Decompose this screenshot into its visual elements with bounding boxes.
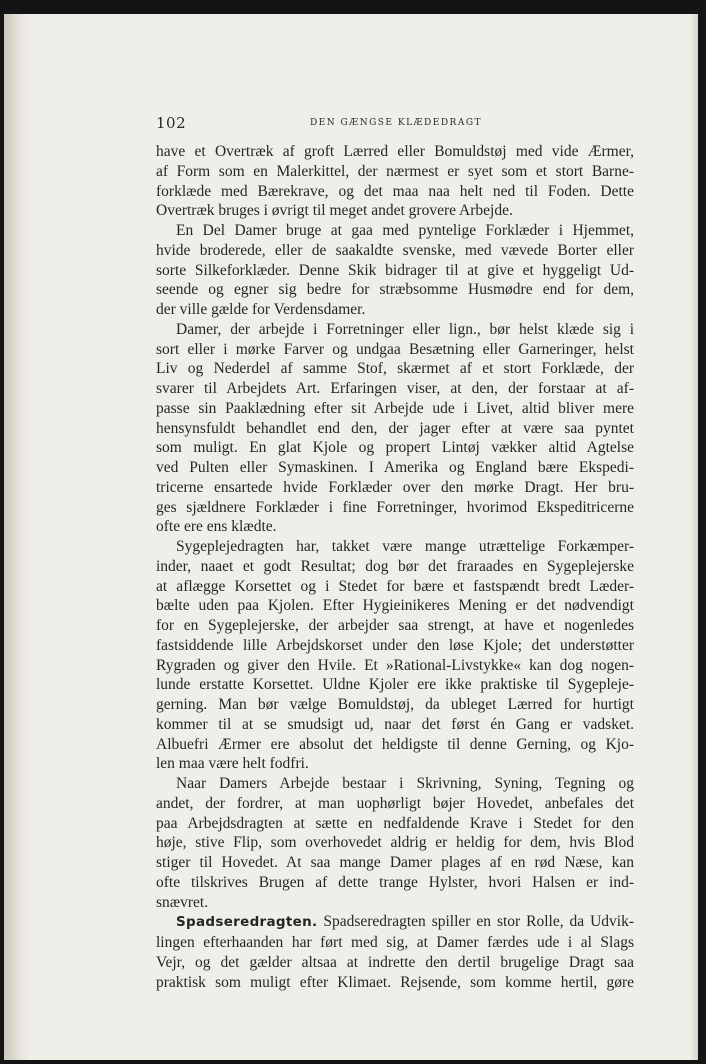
text-line (156, 458, 634, 478)
text-line (156, 221, 634, 241)
text-line (156, 340, 634, 360)
text-line (156, 774, 634, 794)
line-text: af Form som en Malerkittel, der nærmest er syet som et stort Barne- (156, 162, 634, 180)
line-text: ofte ere ens klædte. (156, 518, 277, 536)
text-line (156, 873, 634, 893)
text-line (156, 162, 634, 182)
line-text: hvide broderede, eller de saakaldte svenske, med vævede Borter eller (156, 241, 634, 259)
running-head: DEN GÆNGSE KLÆDEDRAGT (309, 118, 483, 128)
line-text: passe sin Paaklædning efter sit Arbejde ude i Livet, altid bliver mere (156, 399, 634, 417)
text-line (156, 833, 634, 853)
line-text: len maa være helt fodfri. (156, 755, 309, 773)
text-line (156, 182, 634, 202)
line-text: Naar Damers Arbejde bestaar i Skrivning, Syning, Tegning og (176, 775, 634, 792)
text-line (156, 656, 634, 676)
text-line (156, 557, 634, 577)
line-text: som muligt. En glat Kjole og propert Lintøj vækker altid Agtelse (156, 439, 634, 457)
text-line (156, 379, 634, 399)
text-line (156, 577, 634, 597)
text-line (156, 498, 634, 518)
line-text: Vejr, og det gælder altsaa at indrette den dertil brugelige Dragt saa (156, 953, 634, 971)
text-line (156, 814, 634, 834)
text-line (156, 280, 634, 300)
line-text: Liv og Nederdel af samme Stof, skærmet af et stort Forklæde, der (156, 360, 634, 378)
paragraph (156, 912, 634, 992)
line-text: andet, der fordrer, at man uophørligt bøjer Hovedet, anbefales det (156, 794, 634, 812)
line-text: gerning. Man bør vælge Bomuldstøj, da ubleget Lærred for hurtigt (156, 696, 634, 713)
paragraph (156, 774, 634, 912)
line-text: tricerne ensartede hvide Forklæder over den mørke Dragt. Her bru- (156, 478, 634, 496)
text-line (156, 320, 634, 340)
text-line (156, 596, 634, 616)
line-text: snævret. (156, 893, 209, 911)
line-text: Damer, der arbejde i Forretninger eller lign., bør helst klæde sig i (176, 320, 634, 338)
text-line (156, 912, 634, 933)
text-line (156, 616, 634, 636)
line-text: lunde erstatte Korsettet. Uldne Kjoler ere ikke praktiske til Sygepleje- (156, 676, 634, 694)
line-text: hensynsfuldt behandlet end den, der jager efter at være saa pyntet (156, 419, 634, 437)
paragraph (156, 221, 634, 320)
line-text: sort eller i mørke Farver og undgaa Besætning eller Garneringer, helst (156, 340, 634, 358)
line-text: Overtræk bruges i øvrigt til meget andet grovere Arbejde. (156, 202, 513, 220)
text-line (156, 973, 634, 993)
text-line (156, 478, 634, 498)
line-text: fastsiddende lille Arbejdskorset under den løse Kjole; det understøtter (156, 636, 634, 654)
text-line (156, 675, 634, 695)
line-text: ges sjældnere Forklæder i fine Forretninger, hvorimod Ekspeditricerne (156, 498, 634, 516)
paragraph (156, 537, 634, 774)
paragraph (156, 320, 634, 537)
page-number: 102 (156, 114, 187, 132)
text-line (156, 537, 634, 557)
line-text: bælte uden paa Kjolen. Efter Hygieinikeres Mening er det nødvendigt (156, 597, 634, 615)
line-text: at aflægge Korsettet og i Stedet for bære et fastspændt bredt Læder- (156, 577, 634, 595)
text-line (156, 517, 634, 537)
line-text: der ville gælde for Verdensdamer. (156, 301, 366, 318)
text-line (156, 953, 634, 973)
body-text (156, 142, 634, 992)
text-line (156, 201, 634, 221)
text-line (156, 300, 634, 320)
text-line (156, 754, 634, 774)
line-text: lingen efterhaanden har ført med sig, at Damer færdes ude i al Slags (156, 934, 634, 951)
line-text: kommer til at se smudsigt ud, naar det først én Gang er vadsket. (156, 715, 634, 733)
text-line (156, 419, 634, 439)
text-line (156, 853, 634, 873)
section-lead-heading: Spadseredragten. (176, 914, 318, 931)
text-line (156, 142, 634, 162)
page-binding-shadow (4, 14, 30, 1060)
line-text: sorte Silkeforklæder. Denne Skik bidrager til at give et hyggeligt Ud- (156, 261, 634, 279)
line-text: Spadseredragten spiller en stor Rolle, da Udvik- (317, 913, 634, 931)
book-page (4, 14, 698, 1060)
text-line (156, 715, 634, 735)
paragraph (156, 142, 634, 221)
line-text: paa Arbejdsdragten at sætte en nedfaldende Krave i Stedet for den (156, 814, 634, 832)
line-text: En Del Damer bruge at gaa med pyntelige Forklæder i Hjemmet, (176, 222, 634, 239)
line-text: have et Overtræk af groft Lærred eller Bomuldstøj med vide Ærmer, (156, 143, 634, 160)
text-line (156, 794, 634, 814)
line-text: seende og egner sig bedre for stræbsomme Husmødre end for dem, (156, 281, 634, 299)
text-line (156, 399, 634, 419)
page-header (156, 114, 636, 138)
line-text: høje, stive Flip, som overhovedet aldrig er heldig for dem, hvis Blod (156, 834, 634, 852)
line-text: Rygraden og giver den Hvile. Et »Rational-Livstykke« kan dog nogen- (156, 656, 634, 674)
line-text: stiger til Hovedet. At saa mange Damer plages af en rød Næse, kan (156, 854, 634, 871)
text-line (156, 359, 634, 379)
line-text: svarer til Arbejdets Art. Erfaringen viser, at den, der forstaar at af- (156, 380, 634, 397)
line-text: Albuefri Ærmer ere absolut det heldigste til denne Gerning, og Kjo- (156, 735, 634, 753)
text-line (156, 933, 634, 953)
text-line (156, 695, 634, 715)
text-line (156, 438, 634, 458)
line-text: for en Sygeplejerske, der arbejder saa strengt, at have et nogenledes (156, 617, 634, 634)
text-line (156, 735, 634, 755)
text-line (156, 261, 634, 281)
text-line (156, 893, 634, 913)
line-text: inder, naaet et godt Resultat; dog bør det fraraades en Sygeplejerske (156, 557, 634, 575)
line-text: forklæde med Bærekrave, og det maa naa helt ned til Foden. Dette (156, 182, 634, 200)
text-line (156, 636, 634, 656)
line-text: praktisk som muligt efter Klimaet. Rejsende, som komme hertil, gøre (156, 973, 634, 991)
text-line (156, 241, 634, 261)
page-edge-shadow (690, 14, 698, 1060)
line-text: Sygeplejedragten har, takket være mange utrættelige Forkæmper- (176, 538, 634, 555)
line-text: ofte tilskrives Brugen af dette trange Hylster, hvori Halsen er ind- (156, 873, 634, 891)
line-text: ved Pulten eller Symaskinen. I Amerika og England bære Ekspedi- (156, 459, 634, 476)
